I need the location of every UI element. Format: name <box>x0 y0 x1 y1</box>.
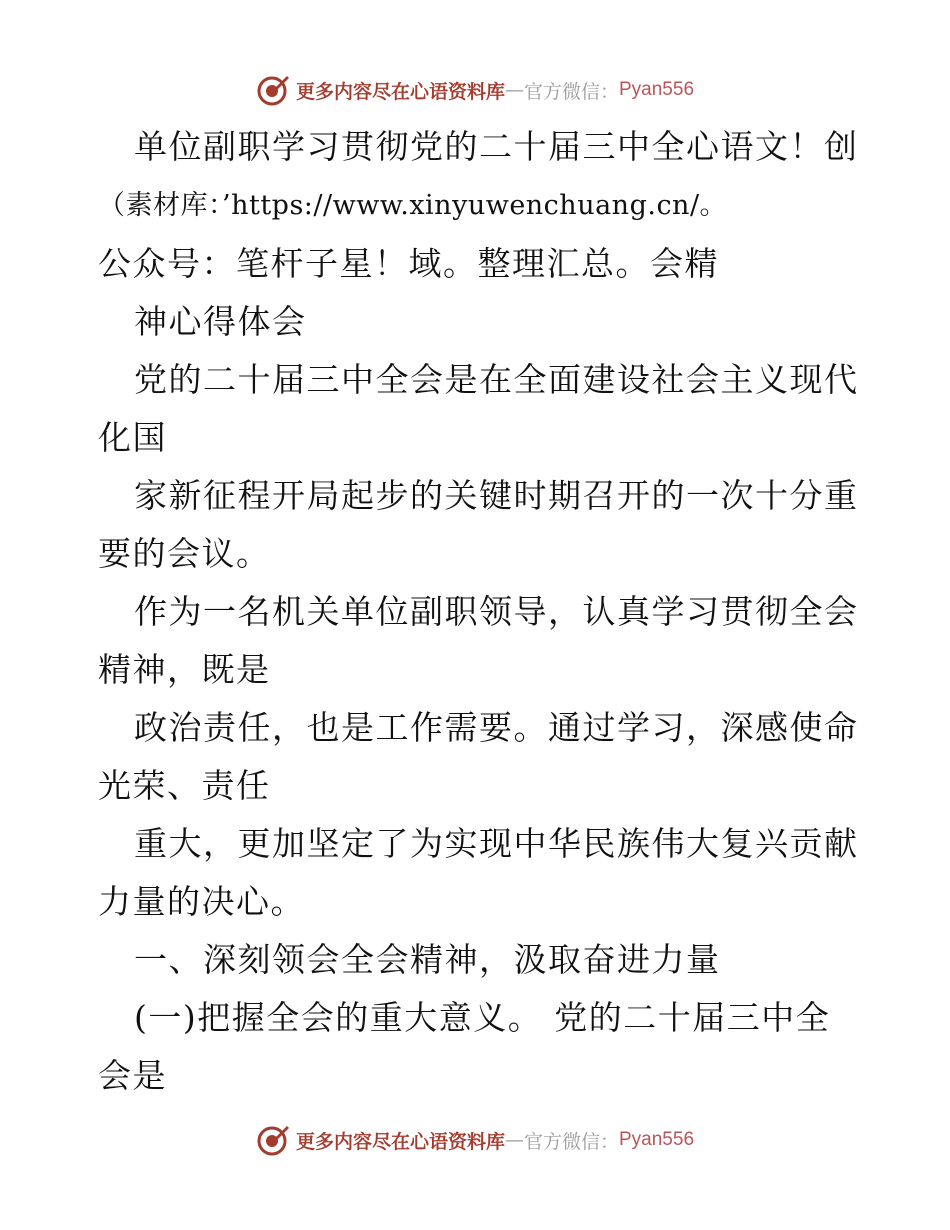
section-heading: 一、深刻领会全会精神，汲取奋进力量 <box>134 940 721 979</box>
text-line: 公众号：笔杆子星！域。整理汇总。会精 <box>98 244 719 283</box>
text-line: 光荣、责任 <box>98 766 271 805</box>
quill-logo-icon <box>256 1123 290 1157</box>
text-line: 力量的决心。 <box>98 882 305 921</box>
watermark-wechat-id: Pyan556 <box>619 79 695 100</box>
text-line: 重大，更加坚定了为实现中华民族伟大复兴贡献 <box>134 824 859 863</box>
text-line: 作为一名机关单位副职领导，认真学习贯彻全会 <box>134 592 859 631</box>
watermark-official-label: 官方微信： <box>523 80 619 103</box>
watermark-official-label: 官方微信： <box>523 1130 619 1153</box>
text-line: 单位副职学习贯彻党的二十届三中全心语文！创 <box>134 127 859 166</box>
watermark-site-text: 更多内容尽在心语资料库 <box>295 1130 505 1153</box>
watermark-dash: — <box>504 79 524 101</box>
text-line: 要的会议。 <box>98 534 271 573</box>
quill-logo-icon <box>256 73 290 107</box>
watermark-site-text: 更多内容尽在心语资料库 <box>295 80 505 103</box>
watermark-dash: — <box>504 1129 524 1151</box>
watermark-footer <box>0 1120 950 1160</box>
watermark-header <box>0 70 950 110</box>
watermark-wechat-id: Pyan556 <box>619 1129 695 1150</box>
text-line: 精神，既是 <box>98 650 271 689</box>
text-line: (一)把握全会的重大意义。 党的二十届三中全 <box>134 998 831 1037</box>
text-line: 神心得体会 <box>134 302 307 341</box>
text-line: 党的二十届三中全会是在全面建设社会主义现代 <box>134 360 859 399</box>
text-line: 化国 <box>98 418 167 457</box>
text-line: 会是 <box>98 1056 167 1095</box>
text-line: （素材库：’https://www.xinyuwenchuang.cn/。 <box>98 190 728 221</box>
text-line: 家新征程开局起步的关键时期召开的一次十分重 <box>134 476 859 515</box>
text-line: 政治责任，也是工作需要。通过学习，深感使命 <box>134 708 859 747</box>
